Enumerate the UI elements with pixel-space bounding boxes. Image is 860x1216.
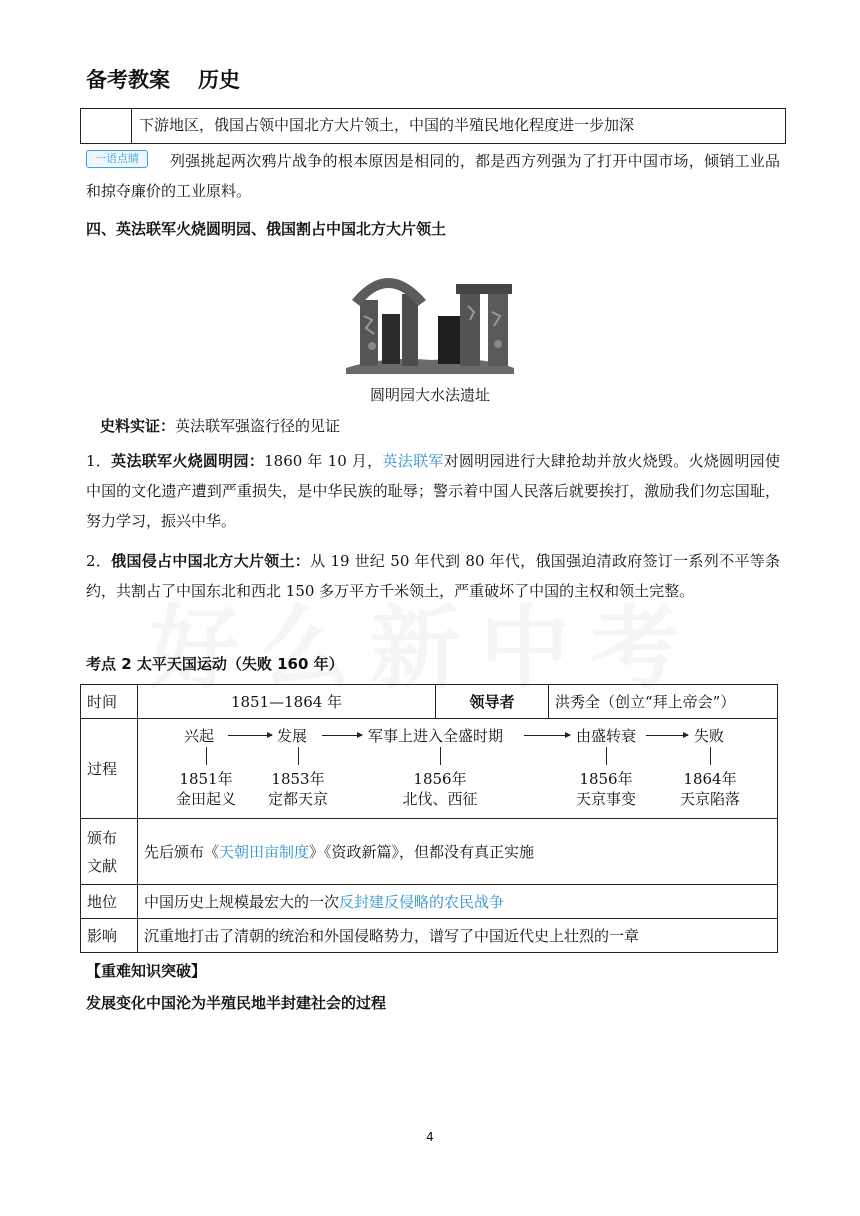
stage-date (556, 769, 656, 809)
p1-text-post: 对圆明园进行大肆抢劫并放火烧毁。火烧圆明园使中国的文化遗产遭到严重损失，是中华民族的耻辱；警示着中国人民落后就要挨打，激励我们勿忘国耻，努力学习，振兴中华。 (86, 452, 780, 530)
doc-label: 颁布文献 (81, 819, 138, 885)
continued-table-row (80, 108, 786, 144)
arrow (322, 735, 362, 736)
status-pre: 中国历史上规模最宏大的一次 (144, 893, 340, 911)
p1-highlight: 英法联军 (382, 452, 444, 470)
stage-year: 1853年 (271, 769, 325, 788)
note-text: 列强挑起两次鸦片战争的根本原因是相同的，都是西方列强为了打开中国市场，倾销工业品和掠夺廉价的工业原料。 (86, 152, 780, 200)
arrow (228, 735, 272, 736)
page-number: 4 (426, 1130, 434, 1144)
taiping-table (80, 684, 778, 953)
tick (298, 747, 299, 765)
stage-event: 定都天京 (267, 789, 328, 808)
stage-date (156, 769, 256, 809)
p1-number: 1． (86, 452, 112, 470)
doc-pre: 先后颁布《 (144, 843, 220, 861)
section-title: 四、英法联军火烧圆明园、俄国割占中国北方大片领土 (86, 220, 447, 238)
p1-text-pre: 1860 年 10 月， (264, 452, 383, 470)
leader-label: 领导者 (436, 685, 549, 719)
row-text: 下游地区，俄国占领中国北方大片领土，中国的半殖民地化程度进一步加深 (139, 116, 635, 134)
tick (606, 747, 607, 765)
tick (440, 747, 441, 765)
status-highlight: 反封建反侵略的农民战争 (339, 893, 505, 911)
stage-event: 金田起义 (175, 789, 236, 808)
stage-date (390, 769, 490, 809)
stage-date (248, 769, 348, 809)
stage-year: 1856年 (413, 769, 467, 788)
arrow (524, 735, 570, 736)
note-badge: 一语点睛 (86, 150, 148, 168)
status-label: 地位 (81, 885, 138, 919)
empty-cell (81, 109, 132, 143)
stage-year: 1851年 (179, 769, 233, 788)
leader-value: 洪秀全（创立“拜上帝会”） (549, 685, 778, 719)
header-right: 历史 (198, 68, 240, 92)
impact-value: 沉重地打击了清朝的统治和外国侵略势力，谱写了中国近代史上壮烈的一章 (138, 919, 778, 953)
page-header (86, 64, 268, 94)
stage-year: 1856年 (579, 769, 633, 788)
stage-event: 天京陷落 (679, 789, 740, 808)
breakthrough-title: 【重难知识突破】 (86, 962, 207, 980)
process-label: 过程 (81, 719, 138, 819)
ruins-photo (342, 256, 518, 374)
p2-label: 俄国侵占中国北方大片领土： (111, 552, 311, 570)
stage-name: 发展 (277, 726, 308, 745)
p1-label: 英法联军火烧圆明园： (111, 452, 265, 470)
header-left: 备考教案 (86, 68, 170, 92)
paragraph-1 (86, 446, 780, 536)
arrow (646, 735, 688, 736)
impact-label: 影响 (81, 919, 138, 953)
image-caption: 圆明园大水法遗址 (369, 386, 490, 404)
stage-name: 军事上进入全盛时期 (368, 726, 504, 745)
stage-name: 兴起 (184, 726, 215, 745)
p2-number: 2． (86, 552, 112, 570)
evidence-line (100, 415, 340, 436)
stage-name: 由盛转衰 (576, 726, 637, 745)
doc-post: 》《资政新篇》，但都没有真正实施 (309, 843, 535, 861)
stage-year: 1864年 (683, 769, 737, 788)
p2-text: 从 19 世纪 50 年代到 80 年代，俄国强迫清政府签订一系列不平等条约，共割占了中国东北和西北 150 多万平方千米领土，严重破坏了中国的主权和领土完整。 (86, 552, 780, 600)
doc-highlight: 天朝田亩制度 (219, 843, 310, 861)
process-timeline (138, 721, 777, 817)
stage-event: 北伐、西征 (402, 789, 478, 808)
doc-value (138, 819, 778, 885)
status-value (138, 885, 778, 919)
tick (710, 747, 711, 765)
process-cell (138, 719, 778, 819)
time-value: 1851—1864 年 (138, 685, 436, 719)
time-label: 时间 (81, 685, 138, 719)
breakthrough-subtitle: 发展变化中国沦为半殖民地半封建社会的过程 (86, 994, 387, 1012)
evidence-label: 史料实证： (100, 417, 176, 435)
kaodian-title: 考点 2 太平天国运动（失败 160 年） (86, 655, 344, 673)
stage-date (660, 769, 760, 809)
stage-event: 天京事变 (575, 789, 636, 808)
evidence-text: 英法联军强盗行径的见证 (175, 417, 341, 435)
tick (206, 747, 207, 765)
stage-name: 失败 (694, 726, 725, 745)
